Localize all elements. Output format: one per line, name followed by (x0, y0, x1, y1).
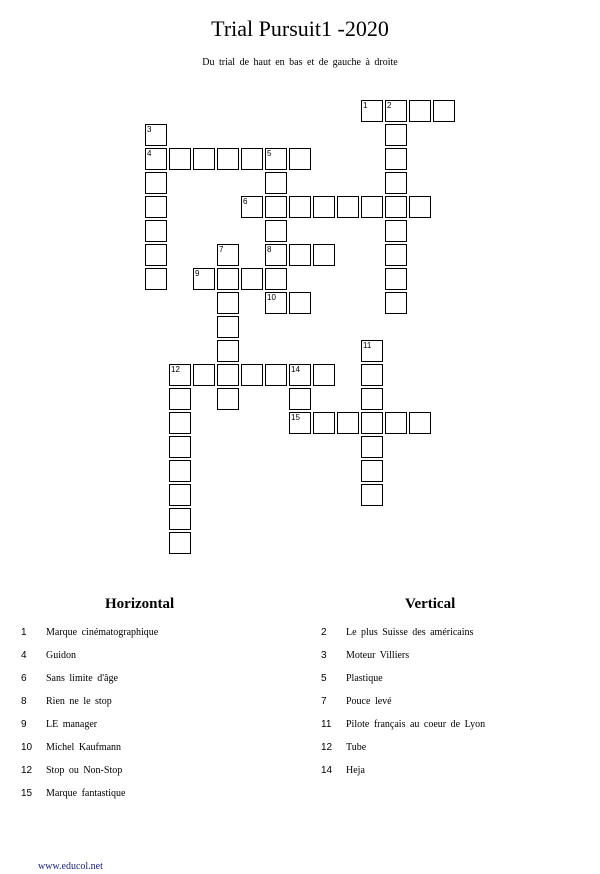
clue-text: Tube (346, 742, 367, 753)
cell-number: 9 (195, 269, 200, 278)
clue-number: 3 (321, 650, 327, 661)
clue-item (321, 627, 581, 641)
grid-cell[interactable] (385, 292, 407, 314)
cell-number: 8 (267, 245, 272, 254)
clue-number: 11 (321, 719, 332, 730)
grid-cell[interactable] (385, 172, 407, 194)
grid-cell[interactable] (385, 196, 407, 218)
cell-number: 2 (387, 101, 392, 110)
grid-cell[interactable] (241, 196, 263, 218)
clue-item (321, 673, 581, 687)
grid-cell[interactable] (145, 268, 167, 290)
clue-text: Rien ne le stop (46, 696, 112, 707)
grid-cell[interactable] (265, 172, 287, 194)
clue-number: 14 (321, 765, 333, 776)
grid-cell[interactable] (361, 460, 383, 482)
clue-item (21, 650, 281, 664)
grid-cell[interactable] (145, 220, 167, 242)
clue-item (21, 673, 281, 687)
clue-item (321, 742, 581, 756)
grid-cell[interactable] (169, 388, 191, 410)
grid-cell[interactable] (169, 412, 191, 434)
clue-number: 12 (321, 742, 333, 753)
grid-cell[interactable] (385, 124, 407, 146)
clue-text: Plastique (346, 673, 383, 684)
grid-cell[interactable] (217, 316, 239, 338)
clue-item (321, 719, 581, 733)
grid-cell[interactable] (313, 364, 335, 386)
vertical-heading: Vertical (405, 596, 456, 612)
cell-number: 14 (291, 365, 300, 374)
grid-cell[interactable] (289, 196, 311, 218)
grid-cell[interactable] (337, 196, 359, 218)
grid-cell[interactable] (145, 244, 167, 266)
grid-cell[interactable] (409, 412, 431, 434)
grid-cell[interactable] (265, 364, 287, 386)
clue-item (21, 696, 281, 710)
clue-number: 2 (321, 627, 327, 638)
cell-number: 11 (363, 341, 372, 350)
horizontal-heading: Horizontal (105, 596, 175, 612)
grid-cell[interactable] (169, 532, 191, 554)
grid-cell[interactable] (265, 220, 287, 242)
grid-cell[interactable] (361, 340, 383, 362)
grid-cell[interactable] (409, 100, 431, 122)
grid-cell[interactable] (289, 412, 311, 434)
grid-cell[interactable] (385, 100, 407, 122)
clue-text: Marque fantastique (46, 788, 126, 799)
grid-cell[interactable] (385, 412, 407, 434)
cell-number: 6 (243, 197, 248, 206)
grid-cell[interactable] (193, 148, 215, 170)
grid-cell[interactable] (217, 388, 239, 410)
grid-cell[interactable] (193, 364, 215, 386)
clue-text: Le plus Suisse des américains (346, 627, 474, 638)
grid-cell[interactable] (145, 172, 167, 194)
grid-cell[interactable] (385, 268, 407, 290)
clue-text: LE manager (46, 719, 98, 730)
clue-item (321, 696, 581, 710)
clue-text: Stop ou Non-Stop (46, 765, 123, 776)
grid-cell[interactable] (145, 148, 167, 170)
grid-cell[interactable] (169, 364, 191, 386)
clue-item (21, 627, 281, 641)
grid-cell[interactable] (289, 292, 311, 314)
clue-number: 5 (321, 673, 327, 684)
grid-cell[interactable] (169, 484, 191, 506)
grid-cell[interactable] (409, 196, 431, 218)
clue-text: Pilote français au coeur de Lyon (346, 719, 486, 730)
grid-cell[interactable] (289, 364, 311, 386)
grid-cell[interactable] (193, 268, 215, 290)
clue-number: 7 (321, 696, 327, 707)
grid-cell[interactable] (217, 268, 239, 290)
clue-number: 1 (21, 627, 27, 638)
grid-cell[interactable] (385, 220, 407, 242)
cell-number: 12 (171, 365, 180, 374)
clue-number: 6 (21, 673, 27, 684)
cell-number: 5 (267, 149, 272, 158)
grid-cell[interactable] (169, 508, 191, 530)
cell-number: 10 (267, 293, 276, 302)
clue-text: Moteur Villiers (346, 650, 410, 661)
page-title: Trial Pursuit1 -2020 (211, 16, 389, 41)
clue-text: Guidon (46, 650, 76, 661)
grid-cell[interactable] (145, 124, 167, 146)
clue-number: 12 (21, 765, 33, 776)
grid-cell[interactable] (169, 436, 191, 458)
grid-cell[interactable] (433, 100, 455, 122)
clue-item (321, 765, 581, 779)
grid-cell[interactable] (217, 148, 239, 170)
grid-cell[interactable] (241, 148, 263, 170)
grid-cell[interactable] (337, 412, 359, 434)
clue-number: 8 (21, 696, 27, 707)
clue-text: Heja (346, 765, 365, 776)
grid-cell[interactable] (361, 484, 383, 506)
grid-cell[interactable] (217, 340, 239, 362)
grid-cell[interactable] (361, 436, 383, 458)
grid-cell[interactable] (361, 100, 383, 122)
grid-cell[interactable] (169, 460, 191, 482)
clue-text: Michel Kaufmann (46, 742, 122, 753)
grid-cell[interactable] (313, 196, 335, 218)
grid-cell[interactable] (265, 148, 287, 170)
grid-cell[interactable] (265, 292, 287, 314)
grid-cell[interactable] (217, 244, 239, 266)
grid-cell[interactable] (361, 412, 383, 434)
grid-cell[interactable] (385, 244, 407, 266)
grid-cell[interactable] (169, 148, 191, 170)
grid-cell[interactable] (265, 244, 287, 266)
clue-item (21, 719, 281, 733)
page-subtitle: Du trial de haut en bas et de gauche à droite (202, 57, 398, 68)
grid-cell[interactable] (241, 364, 263, 386)
grid-cell[interactable] (241, 268, 263, 290)
grid-cell[interactable] (361, 388, 383, 410)
cell-number: 7 (219, 245, 224, 254)
cell-number: 3 (147, 125, 152, 134)
grid-cell[interactable] (289, 388, 311, 410)
grid-cell[interactable] (361, 364, 383, 386)
clue-item (21, 765, 281, 779)
grid-cell[interactable] (361, 196, 383, 218)
cell-number: 15 (291, 413, 300, 422)
grid-cell[interactable] (217, 292, 239, 314)
cell-number: 4 (147, 149, 152, 158)
clue-number: 10 (21, 742, 33, 753)
grid-cell[interactable] (313, 412, 335, 434)
clue-number: 9 (21, 719, 27, 730)
clue-item (21, 788, 281, 802)
clue-item (321, 650, 581, 664)
clue-text: Marque cinématographique (46, 627, 159, 638)
footer-url: www.educol.net (38, 861, 103, 872)
grid-cell[interactable] (145, 196, 167, 218)
clue-text: Sans limite d'âge (46, 673, 118, 684)
clue-number: 15 (21, 788, 33, 799)
grid-cell[interactable] (313, 244, 335, 266)
grid-cell[interactable] (289, 244, 311, 266)
clue-text: Pouce levé (346, 696, 392, 707)
grid-cell[interactable] (265, 196, 287, 218)
clue-item (21, 742, 281, 756)
grid-cell[interactable] (385, 148, 407, 170)
grid-cell[interactable] (289, 148, 311, 170)
grid-cell[interactable] (265, 268, 287, 290)
clue-number: 4 (21, 650, 27, 661)
cell-number: 1 (363, 101, 368, 110)
grid-cell[interactable] (217, 364, 239, 386)
